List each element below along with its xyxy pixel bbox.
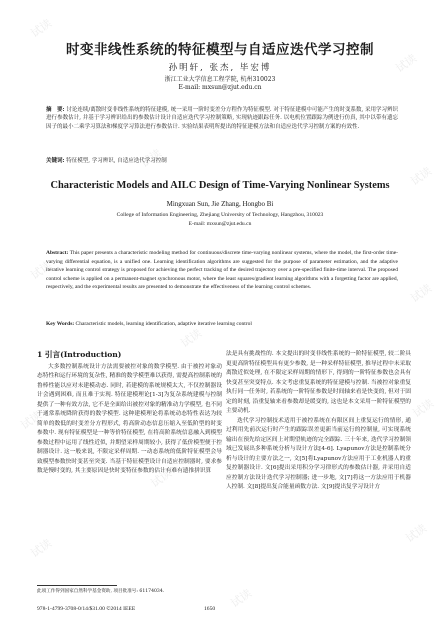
affiliation-zh: 浙江工业大学信息工程学院, 杭州310023 bbox=[164, 76, 276, 83]
watermark: 试读 bbox=[410, 396, 437, 421]
right-column bbox=[226, 350, 411, 493]
funding-footnote: 此项工作得到国家自然科学基金资助, 项目批准号: 61174034. bbox=[37, 589, 165, 594]
watermark: 试读 bbox=[408, 164, 435, 189]
paper-title-en: Characteristic Models and AILC Design of Time-Varying Nonlinear Systems bbox=[50, 180, 390, 191]
keywords-zh-label: 关键词: bbox=[46, 158, 65, 164]
email-en: E-mail: mxsun@zjut.edu.cn bbox=[188, 221, 252, 227]
footnote-divider bbox=[37, 585, 117, 586]
affiliation-en: College of Information Engineering, Zhejiang University of Technology, Hangzhou, 310023 bbox=[116, 212, 324, 218]
watermark: 试读 bbox=[28, 16, 55, 41]
watermark: 试读 bbox=[28, 536, 55, 561]
watermark: 试读 bbox=[138, 146, 165, 171]
abstract-en bbox=[46, 249, 398, 292]
body-paragraph: 大多数控制系统设计方法需要被控对象的数学模型. 由于被控对象动态特性和运行环境的复杂性, 精准的数学模型难以获得, 需提高控制系统的鲁棒性能以应对未建模动态. 同时, 若建模的系统规模太大, 不仅控制器设计会遇到困难, 而且难于实现. 特征建模理论[1-3]为复杂系统建模与控制提供了一种有效方法, 它不是全面给出被控对象的精准动力学模型, 也不同于通常系统降阶获得的数学模型. 这种建模理论将系统动态特性表达为较简单的数低的时变差分方程形式, 将高阶动态信息压缩入至低阶型的时变参数中. 现有特征模型是一种等价特征模型, 在将高阶系统信息融入到模型参数过程中运用了线性近似, 并期望采样周期较小, 获得了低价模型便于控制器设计. 这一般来说, 不限定采样周期. 一动态系统的低阶特征模型会导致模型参数快时变甚至突变. 当基于特征模型设计自适应控制器时, 要求参数是慢时变的, 其主要原因是快时变特征参数的估计有难有遗推拼识算 bbox=[37, 363, 222, 474]
body-paragraph: 迭代学习控制技术适用于被控系统在有限区间上重复运行的情形, 通过利用先前次运行时产生的跟踪误差更新当前运行的控制量, 可实现系统输出在预先给定区间上对期望轨迹的完全跟踪. 三十年来, 迭代学习控制领域已发展出多种系统分析与设计方法[4-6]. Lyapunov方法是控制系统分析与设计的主要方法之一, 文[5]将Lyapunov方法应用于工业机器人的重复控制器设计. 文[6]提出采用积分学习律形式的参数估计器, 并采用自适应控制方法设计迭代学习控制器; 进一步地, 文[7]将这一方法应用于机器人控制. 文[8]提出复合能量函数方法. 文[9]提出复学习设计方 bbox=[226, 417, 411, 490]
isbn-footer: 978-1-4799-3708-0/14/$31.00 ©2014 IEEE bbox=[37, 606, 136, 612]
keywords-zh bbox=[46, 156, 398, 164]
authors-zh: 孙明轩, 张杰, 毕宏博 bbox=[168, 63, 272, 73]
watermark: 试读 bbox=[393, 51, 420, 76]
authors-en: Mingxuan Sun, Jie Zhang, Hongbo Bi bbox=[166, 200, 274, 208]
section-heading-introduction: 1 引言(Introduction) bbox=[37, 350, 122, 359]
abstract-zh bbox=[46, 106, 398, 131]
keywords-zh-text: 特征模型, 学习辨识, 自适应迭代学习控制 bbox=[66, 158, 167, 164]
watermark: 试读 bbox=[18, 408, 45, 433]
abstract-zh-label: 摘 要: bbox=[46, 107, 65, 113]
paper-title-zh: 时变非线性系统的特征模型与自适应迭代学习控制 bbox=[66, 42, 374, 58]
body-paragraph: 法是具有挑战性的. 本文提出的时变非线性系统的一阶特征模型, 较二阶具更更高阶特征模型具有更少参数, 是一种采样特征模型, 推导过程中未采取离散近似处理, 在不限定采样周期的情形下, 得到的一阶特征参数也会具有快变甚至突变特点. 本文考虑重复系统的特征建模与控制. 当被控对象重复执行同一任务时, 若系统的一阶特征参数是时间轴来看是快变的, 但对于固定的时刻, 沿重复轴来看参数却是缓变的, 这也是本文采用一阶特征模型的主要动机. bbox=[226, 351, 411, 414]
email-zh: E-mail: mxsun@zjut.edu.cn bbox=[178, 84, 262, 91]
page-number: 1650 bbox=[204, 606, 216, 612]
watermark: 试读 bbox=[408, 281, 435, 306]
watermark: 试读 bbox=[403, 521, 430, 546]
keywords-en bbox=[46, 321, 398, 327]
watermark: 试读 bbox=[28, 258, 55, 283]
keywords-en-text: Characteristic models, learning identification, adaptive iterative learning control bbox=[75, 321, 252, 327]
abstract-en-text: This paper presents a characteristic modeling method for continuous/discrete time-varying nonlinear systems, where the model, the first-order time-varying differential equation, is a unified one. Learning identification algorithms are suggested for the purpose of parameter estimation, and the adaptive iterative learning control strategy is proposed for achieving the perfect tracking of the desired trajectory over a pre-specified finite-time interval. The proposed control scheme is applied on a permanent-magnet synchronous motor, where the least squares/gradient learning algorithms with a forgetting factor are applied, respectively, and the experimental results are presented to demonstrate the effectiveness of the learning control schemes. bbox=[46, 250, 399, 291]
keywords-en-label: Key Words: bbox=[46, 321, 75, 327]
watermark: 试读 bbox=[228, 586, 255, 611]
watermark: 试读 bbox=[148, 466, 175, 491]
abstract-en-label: Abstract: bbox=[46, 250, 69, 256]
left-column bbox=[37, 350, 222, 477]
abstract-zh-text: 讨论连续/离散时变非线性系统的特征建模, 统一采用一阶时变差分方程作为特征模型. 对于特征建模中可能产生的时变系数, 采用学习辨识进行参数估计, 并基于学习辨识给出的参数估计设计自适应迭代学习控制策略, 实现轨迹跟踪任务. 以电机位置跟踪为例进行仿真, 其中以带有遗忘因子的最小二乘学习算法和梯度学习算法进行参数估计. 实验结果表明所提出的特征建模方法和自适应迭代学习控制方案的有效性. bbox=[46, 107, 399, 130]
watermark: 试读 bbox=[178, 326, 205, 351]
